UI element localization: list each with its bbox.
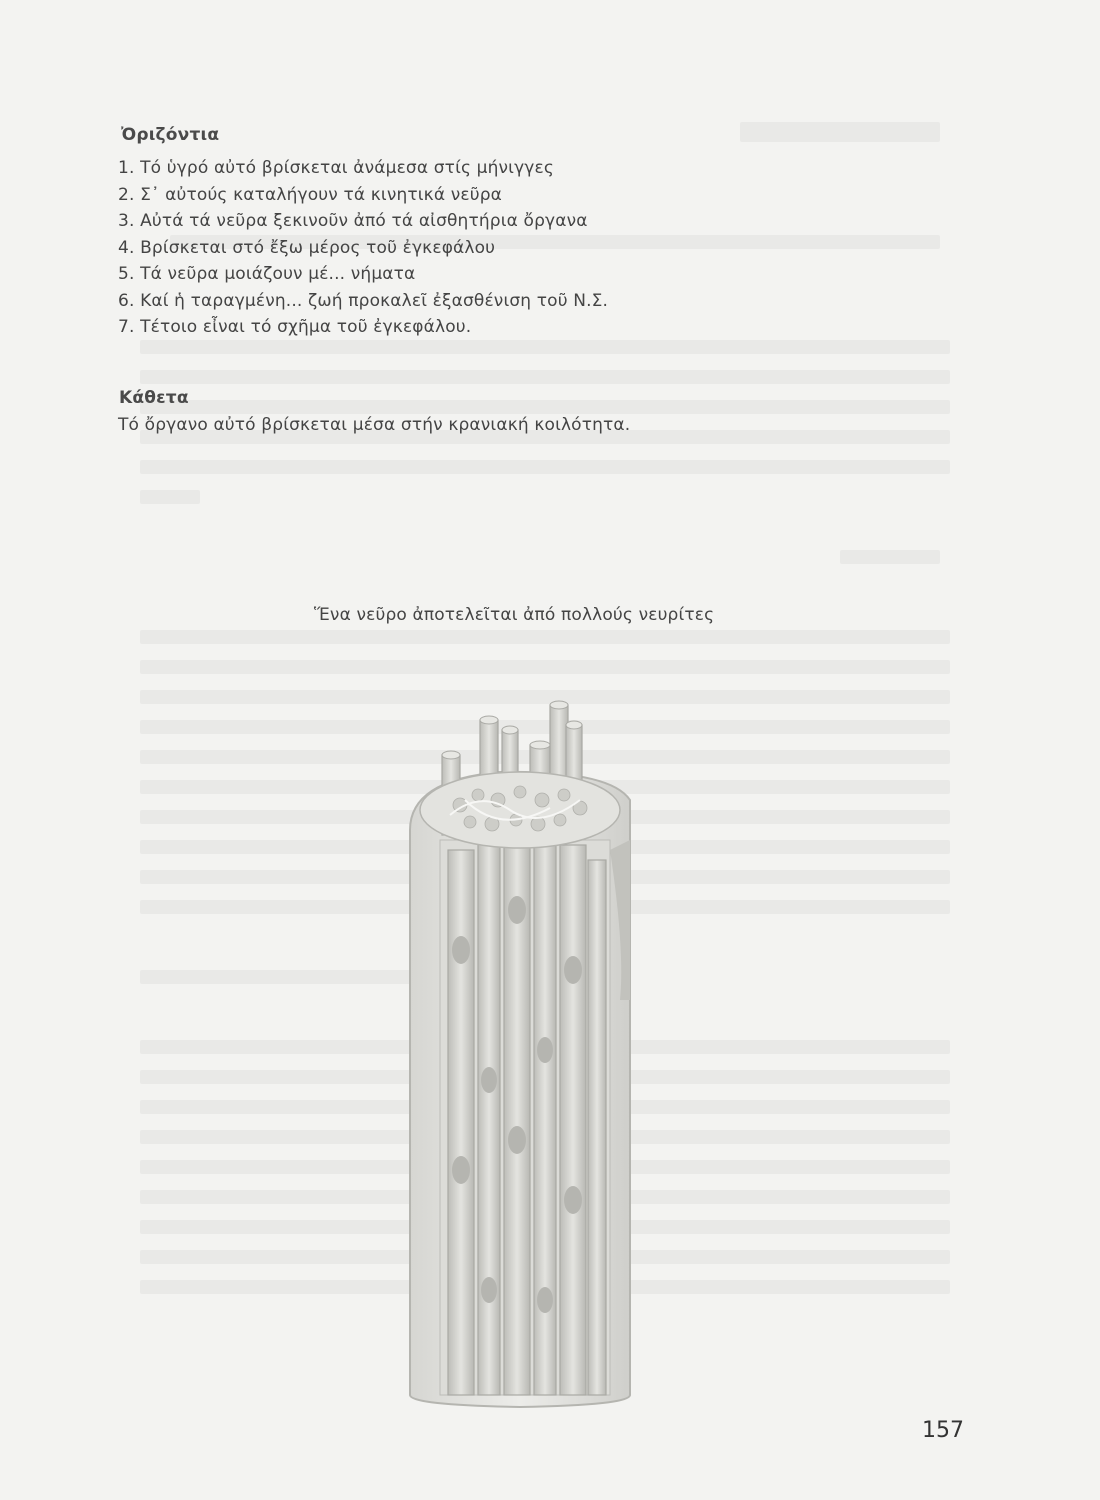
horizontal-clue: 7. Τέτοιο εἶναι τό σχῆμα τοῦ ἐγκεφάλου.	[118, 317, 472, 337]
horizontal-clue: 6. Καί ἡ ταραγμένη... ζωή προκαλεῖ ἐξασθένιση τοῦ Ν.Σ.	[118, 290, 609, 311]
horizontal-clue: 2. Σ᾿ αὐτούς καταλήγουν τά κινητικά νεῦρα	[118, 184, 503, 205]
vertical-clue: Τό ὄργανο αὐτό βρίσκεται μέσα στήν κρανιακή κοιλότητα.	[118, 415, 631, 435]
nerve-bundle-illustration-icon	[380, 700, 680, 1410]
horizontal-clue: 4. Βρίσκεται στό ἔξω μέρος τοῦ ἐγκεφάλου	[118, 237, 496, 258]
figure-caption: Ἕνα νεῦρο ἀποτελεῖται ἀπό πολλούς νευρίτες	[314, 605, 715, 625]
horizontal-clue: 1. Τό ὑγρό αὐτό βρίσκεται ἀνάμεσα στίς μήνιγγες	[118, 158, 554, 178]
vertical-heading: Κάθετα	[119, 388, 189, 408]
horizontal-clue-list	[118, 155, 608, 341]
horizontal-heading: Ὀριζόντια	[121, 125, 220, 145]
horizontal-clue: 5. Τά νεῦρα μοιάζουν μέ... νήματα	[118, 264, 416, 284]
horizontal-clue: 3. Αὐτά τά νεῦρα ξεκινοῦν ἀπό τά αἰσθητήρια ὄργανα	[118, 211, 588, 231]
page-number: 157	[922, 1418, 964, 1443]
